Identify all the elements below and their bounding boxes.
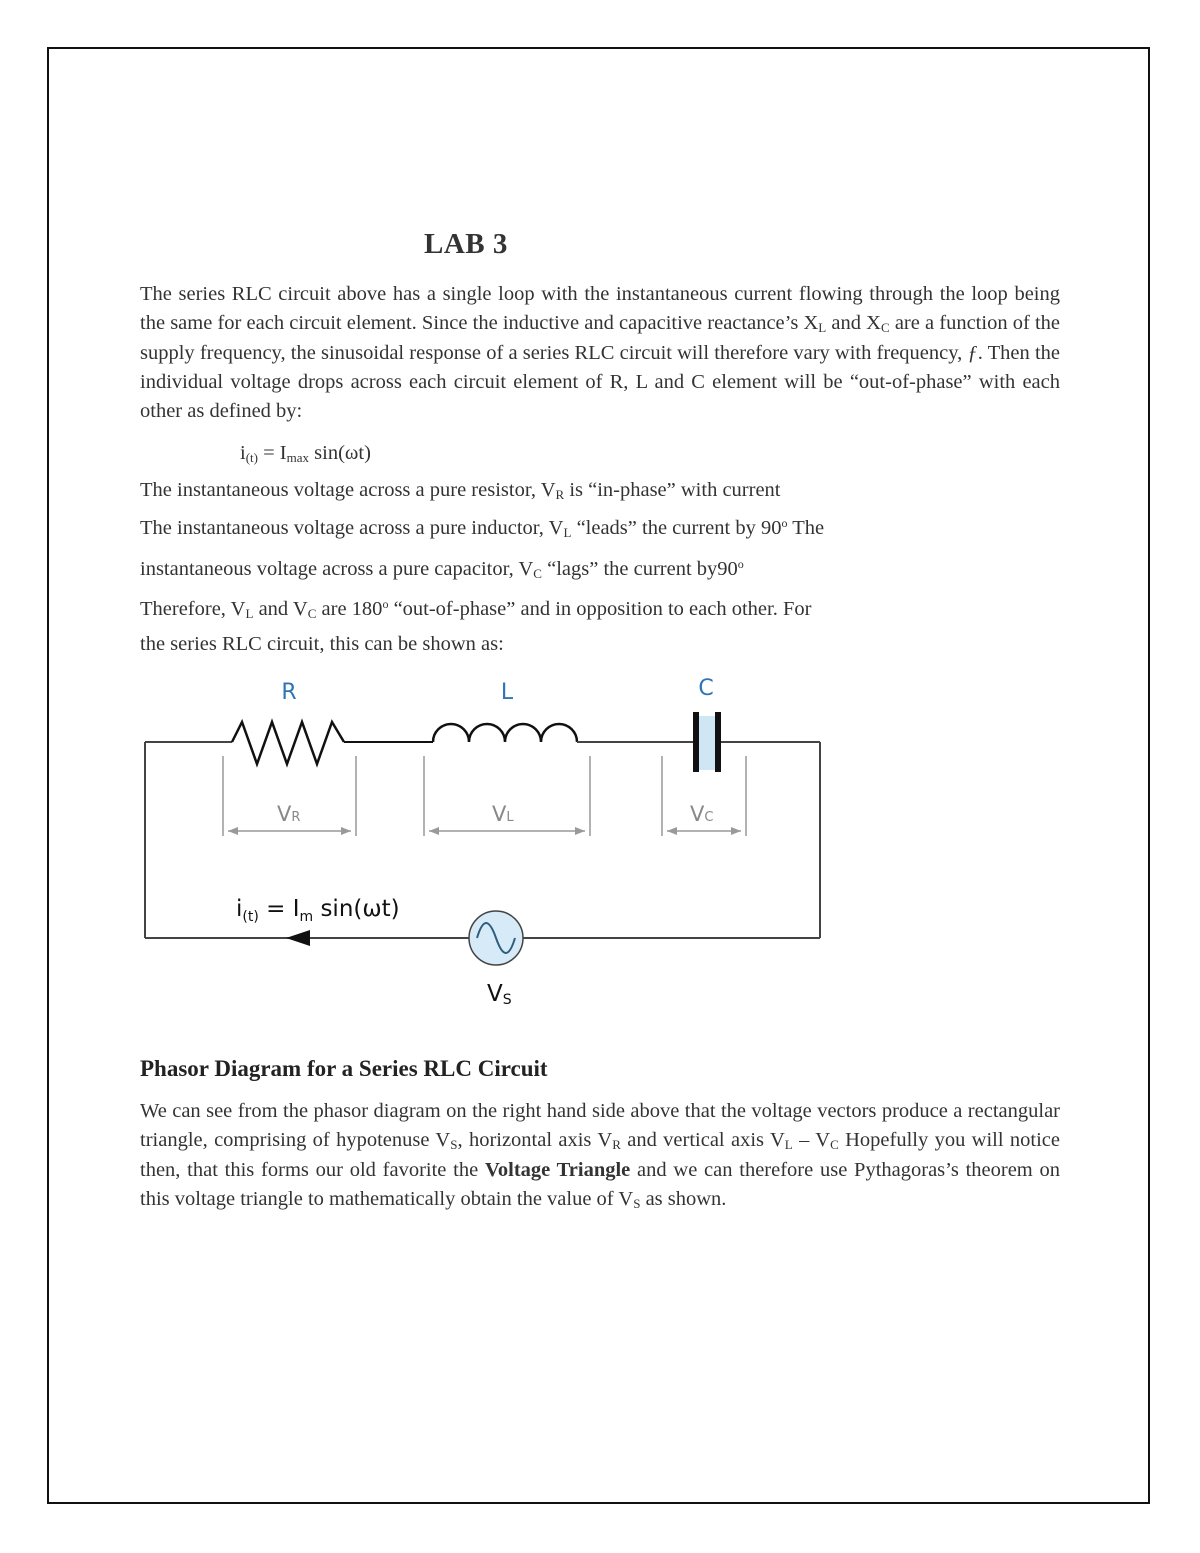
shown-line: the series RLC circuit, this can be shown as: xyxy=(140,633,504,655)
label-c: C xyxy=(698,676,714,701)
inductor-line: The instantaneous voltage across a pure inductor, $V_L$ “leads” the current by 90$^o$ The xyxy=(140,516,825,540)
intro-paragraph: The series RLC circuit above has a single loop with the instantaneous current flowing through the loop being the same for each circuit element. Since the inductive and capacitive reactance’s $X_L$ and $X_C$ are a function of the supply frequency, the sinusoidal response of a series RLC circuit will therefore vary with frequency, ƒ. Then the individual voltage drops across each circuit element of R, L and C element will be “out-of-phase” with each other as defined by: xyxy=(140,283,1061,423)
current-equation: $i_{(t)} = I_{max}$ sin(ωt) xyxy=(240,442,371,465)
source-label: VS xyxy=(487,981,512,1008)
page-title: LAB 3 xyxy=(424,228,508,260)
resistor-line: The instantaneous voltage across a pure resistor, $V_R$ is “in-phase” with current xyxy=(140,479,781,502)
phasor-heading: Phasor Diagram for a Series RLC Circuit xyxy=(140,1056,548,1081)
inductor-coil xyxy=(433,724,577,742)
label-r: R xyxy=(281,680,297,705)
therefore-line: Therefore, $V_L$ and $V_C$ are 180$^o$ “out-of-phase” and in opposition to each other. For xyxy=(140,597,812,621)
rlc-circuit-diagram xyxy=(140,668,840,1013)
current-arrow-icon xyxy=(286,930,310,946)
capacitor-dielectric xyxy=(697,716,717,770)
capacitor-line: instantaneous voltage across a pure capacitor, $V_C$ “lags” the current by90$^o$ xyxy=(140,557,744,581)
label-vr: VR xyxy=(277,802,301,826)
current-label: $i_{(t)} = I_m$ sin(ωt) xyxy=(236,896,400,925)
resistor-zigzag xyxy=(232,722,344,764)
label-vc: VC xyxy=(690,802,714,826)
label-l: L xyxy=(500,680,514,705)
phasor-paragraph: We can see from the phasor diagram on the right hand side above that the voltage vectors produce a rectangular triangle, comprising of hypotenuse $V_S$, horizontal axis $V_R$ and vertical axis $V_L - V_C$ Hopefully you will notice then, that this forms our old favorite the Voltage Triangle and we can therefore use Pythagoras’s theorem on this voltage triangle to mathematically obtain the value of $V_S$ as shown. xyxy=(140,1100,1060,1211)
label-vl: VL xyxy=(492,802,514,826)
